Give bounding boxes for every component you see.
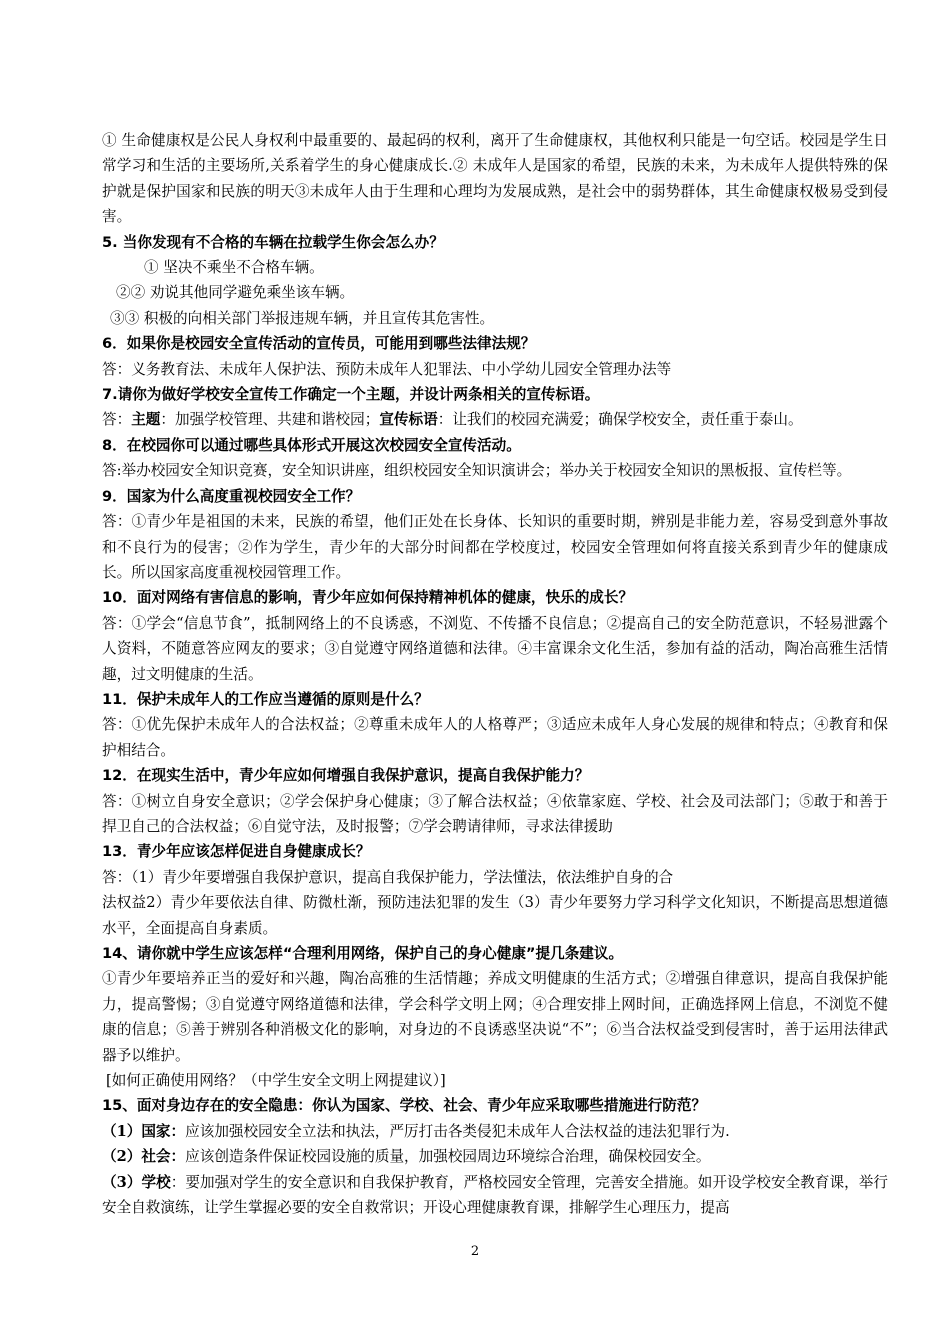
answer-15-text-1: 应该加强校园安全立法和执法，严厉打击各类侵犯未成年人合法权益的违法犯罪行为.: [185, 1122, 730, 1140]
answer-7: [102, 407, 888, 432]
answer-5-item-3: ③③ 积极的向相关部门举报违规车辆，并且宣传其危害性。: [110, 309, 495, 327]
question-11: 11．保护未成年人的工作应当遵循的原则是什么？: [102, 690, 429, 708]
answer-15-item-2: [102, 1144, 888, 1169]
answer-13-line-1: 答：（1）青少年要增强自我保护意识，提高自我保护能力，学法懂法，依法维护自身的合: [102, 868, 674, 886]
question-10: 10．面对网络有害信息的影响，青少年应如何保持精神机体的健康，快乐的成长？: [102, 589, 634, 607]
question-5: 5. 当你发现有不合格的车辆在拉载学生你会怎么办？: [102, 233, 444, 251]
answer-5-item-2: ②② 劝说其他同学避免乘坐该车辆。: [116, 284, 355, 302]
answer-5-item-1: ① 坚决不乘坐不合格车辆。: [144, 259, 324, 277]
answer-6: 答：义务教育法、未成年人保护法、预防未成年人犯罪法、中小学幼儿园安全管理办法等: [102, 360, 672, 378]
answer-11: 答：①优先保护未成年人的合法权益；②尊重未成年人的人格尊严；③适应未成年人身心发展的规律和特点；④教育和保护相结合。: [102, 716, 888, 759]
question-8: 8．在校园你可以通过哪些具体形式开展这次校园安全宣传活动。: [102, 436, 521, 454]
answer-7-slogan-text: ：让我们的校园充满爱；确保学校安全，责任重于泰山。: [437, 411, 803, 429]
answer-15-label-2: （2）社会：: [102, 1148, 186, 1166]
answer-8: 答:举办校园安全知识竞赛，安全知识讲座，组织校园安全知识演讲会；举办关于校园安全知识的黑板报、宣传栏等。: [102, 462, 852, 480]
document-body: [102, 128, 888, 1220]
answer-12: 答：①树立自身安全意识；②学会保护身心健康；③了解合法权益；④依靠家庭、学校、社会及司法部门；⑤敢于和善于捍卫自己的合法权益；⑥自觉守法，及时报警；⑦学会聘请律师，寻求法律援助: [102, 792, 888, 835]
question-6: 6．如果你是校园安全宣传活动的宣传员，可能用到哪些法律法规？: [102, 335, 536, 353]
answer-15-text-2: 应该创造条件保证校园设施的质量，加强校园周边环境综合治理，确保校园安全。: [185, 1148, 711, 1166]
answer-10: 答：①学会“信息节食”，抵制网络上的不良诱惑，不浏览、不传播不良信息；②提高自己的安全防范意识，不轻易泄露个人资料，不随意答应网友的要求；③自觉遵守网络道德和法律。④丰富课余文化生活，参加有益的活动，陶冶高雅生活情趣，过文明健康的生活。: [102, 614, 888, 683]
answer-7-theme-text: ：加强学校管理、共建和谐校园；: [160, 411, 380, 429]
answer-14-note: [如何正确使用网络？（中学生安全文明上网提建议）]: [106, 1072, 446, 1090]
page-number: 2: [470, 1244, 480, 1259]
intro-paragraph: ① 生命健康权是公民人身权利中最重要的、最起码的权利，离开了生命健康权，其他权利只能是一句空话。校园是学生日常学习和生活的主要场所,关系着学生的身心健康成长.② 未成年人是国家的希望，民族的未来，为未成年人提供特殊的保护就是保护国家和民族的明天③未成年人由于生理和心理均为发展成熟，是社会中的弱势群体，其生命健康权极易受到侵害。: [102, 132, 888, 226]
answer-15-item-3: [102, 1170, 888, 1221]
answer-15-label-3: （3）学校: [102, 1173, 171, 1191]
answer-9: 答：①青少年是祖国的未来，民族的希望，他们正处在长身体、长知识的重要时期，辨别是非能力差，容易受到意外事故和不良行为的侵害；②作为学生，青少年的大部分时间都在学校度过，校园安全管理如何将直接关系到青少年的健康成长。所以国家高度重视校园管理工作。: [102, 513, 888, 581]
answer-13-rest: 法权益2）青少年要依法自律、防微杜渐，预防违法犯罪的发生（3）青少年要努力学习科学文化知识，不断提高思想道德水平，全面提高自身素质。: [102, 894, 888, 937]
answer-7-slogan-label: 宣传标语: [379, 411, 438, 429]
question-12: 12．在现实生活中，青少年应如何增强自我保护意识，提高自我保护能力？: [102, 767, 590, 785]
question-9: 9．国家为什么高度重视校园安全工作？: [102, 487, 361, 505]
answer-14: ①青少年要培养正当的爱好和兴趣，陶冶高雅的生活情趣；养成文明健康的生活方式；②增强自律意识，提高自我保护能力，提高警惕；③自觉遵守网络道德和法律，学会科学文明上网；④合理安排上网时间，正确选择网上信息，不浏览不健康的信息；⑤善于辨别各种消极文化的影响，对身边的不良诱惑坚决说“不”；⑥当合法权益受到侵害时，善于运用法律武器予以维护。: [102, 970, 888, 1064]
answer-15-label-1: （1）国家：: [102, 1122, 186, 1140]
question-7: 7.请你为做好学校安全宣传工作确定一个主题，并设计两条相关的宣传标语。: [102, 386, 600, 404]
question-15: 15、面对身边存在的安全隐患：你认为国家、学校、社会、青少年应采取哪些措施进行防范？: [102, 1097, 707, 1115]
answer-15-text-3: ：要加强对学生的安全意识和自我保护教育，严格校园安全管理，完善安全措施。如开设学校安全教育课，举行安全自救演练，让学生掌握必要的安全自救常识；开设心理健康教育课，排解学生心理压力，提高: [102, 1173, 889, 1217]
question-13: 13．青少年应该怎样促进自身健康成长？: [102, 843, 371, 861]
answer-7-theme-label: 主题: [131, 411, 161, 429]
answer-15-item-1: [102, 1119, 888, 1144]
answer-7-prefix: 答：: [102, 411, 132, 429]
question-14: 14、请你就中学生应该怎样“合理利用网络，保护自己的身心健康”提几条建议。: [102, 945, 624, 962]
